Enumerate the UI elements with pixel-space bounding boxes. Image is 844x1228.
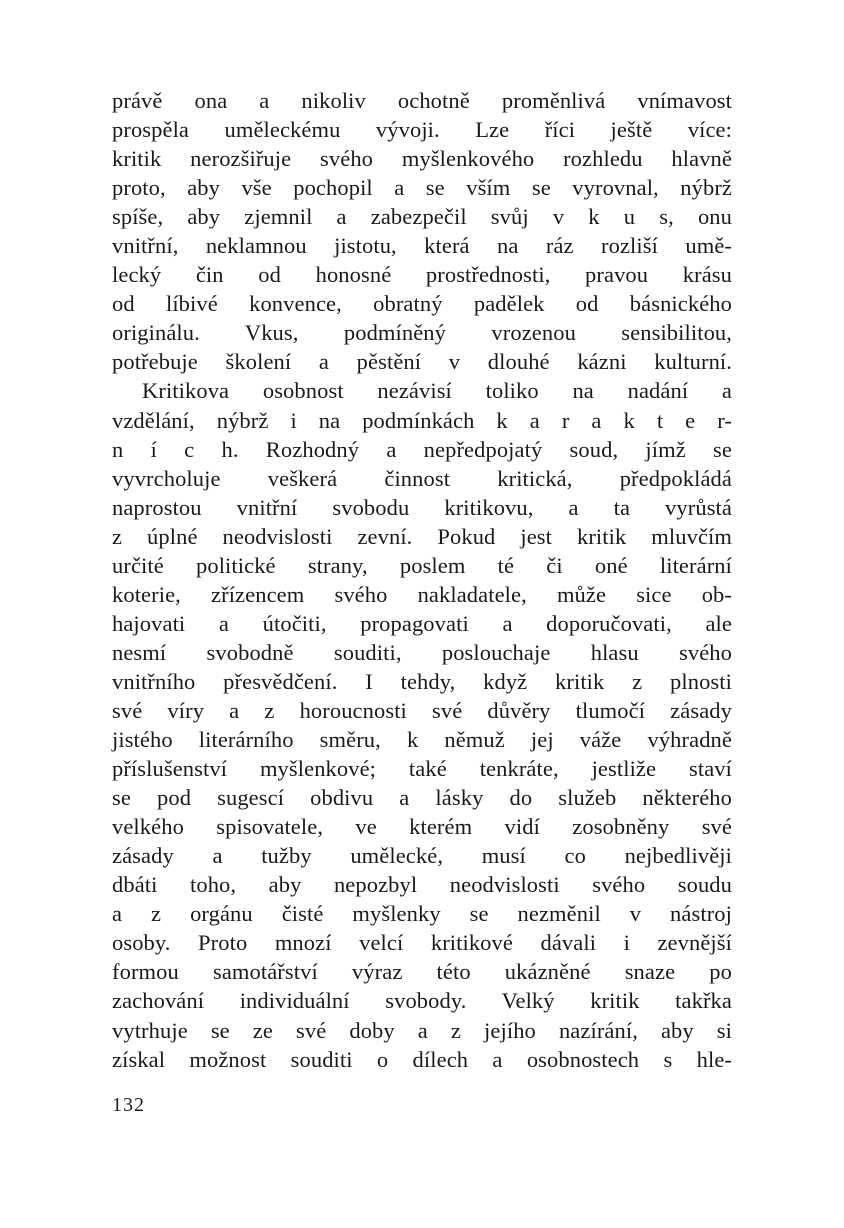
- text-line: osoby. Proto mnozí velcí kritikové dávali i zevnější: [112, 930, 732, 956]
- paragraph-2: [112, 376, 732, 1073]
- text-line: své víry a z horoucnosti své důvěry tlumočí zásady: [112, 697, 732, 723]
- text-line: potřebuje školení a pěstění v dlouhé kázni kulturní.: [112, 349, 732, 375]
- text-line: originálu. Vkus, podmíněný vrozenou sensibilitou,: [112, 320, 732, 346]
- text-line: kritik nerozšiřuje svého myšlenkového rozhledu hlavně: [112, 146, 732, 172]
- text-line: lecký čin od honosné prostřednosti, pravou krásu: [112, 262, 732, 288]
- text-line: dbáti toho, aby nepozbyl neodvislosti svého soudu: [112, 872, 732, 898]
- text-line: zásady a tužby umělecké, musí co nejbedlivěji: [112, 843, 732, 869]
- text-line: naprostou vnitřní svobodu kritikovu, a ta vyrůstá: [112, 494, 732, 520]
- text-line: se pod sugescí obdivu a lásky do služeb některého: [112, 785, 732, 811]
- text-line: jistého literárního směru, k němuž jej váže výhradně: [112, 727, 732, 753]
- page-number: 132: [112, 1094, 145, 1116]
- text-line: n í c h. Rozhodný a nepředpojatý soud, jímž se: [112, 436, 732, 462]
- text-line: prospěla uměleckému vývoji. Lze říci ještě více:: [112, 117, 732, 143]
- text-line: Kritikova osobnost nezávisí toliko na nadání a: [142, 378, 732, 404]
- text-line: určité politické strany, poslem té či oné literární: [112, 552, 732, 578]
- text-line: formou samotářství výraz této ukázněné snaze po: [112, 959, 732, 985]
- text-line: vzdělání, nýbrž i na podmínkách k a r a k t e r-: [112, 407, 732, 433]
- text-line: a z orgánu čisté myšlenky se nezměnil v nástroj: [112, 901, 732, 927]
- text-line: vnitřního přesvědčení. I tehdy, když kritik z plnosti: [112, 668, 732, 694]
- text-line: zachování individuální svobody. Velký kritik takřka: [112, 988, 732, 1014]
- text-line: proto, aby vše pochopil a se vším se vyrovnal, nýbrž: [112, 175, 732, 201]
- text-line: vytrhuje se ze své doby a z jejího nazírání, aby si: [112, 1017, 732, 1043]
- text-line: koterie, zřízencem svého nakladatele, může sice ob-: [112, 581, 732, 607]
- text-line: vnitřní, neklamnou jistotu, která na ráz rozliší umě-: [112, 233, 732, 259]
- text-line: spíše, aby zjemnil a zabezpečil svůj v k u s, onu: [112, 204, 732, 230]
- text-line: vyvrcholuje veškerá činnost kritická, předpokládá: [112, 465, 732, 491]
- text-line: nesmí svobodně souditi, poslouchaje hlasu svého: [112, 639, 732, 665]
- text-line: hajovati a útočiti, propagovati a doporučovati, ale: [112, 610, 732, 636]
- text-line: získal možnost souditi o dílech a osobnostech s hle-: [112, 1046, 732, 1072]
- text-line: z úplné neodvislosti zevní. Pokud jest kritik mluvčím: [112, 523, 732, 549]
- text-line: příslušenství myšlenkové; také tenkráte, jestliže staví: [112, 756, 732, 782]
- page-body: [112, 86, 732, 1074]
- text-line: velkého spisovatele, ve kterém vidí zosobněny své: [112, 814, 732, 840]
- text-line: od líbivé konvence, obratný padělek od básnického: [112, 291, 732, 317]
- text-line: právě ona a nikoliv ochotně proměnlivá vnímavost: [112, 88, 732, 113]
- paragraph-1: [112, 86, 732, 376]
